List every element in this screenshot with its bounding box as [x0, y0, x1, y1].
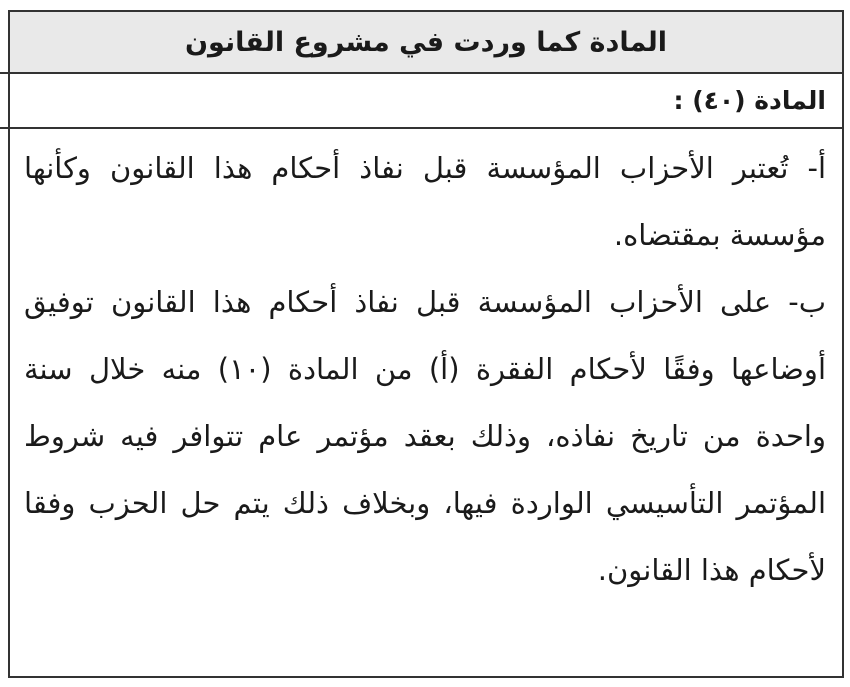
- article-number-label: المادة (٤٠) :: [673, 86, 826, 115]
- table-header-row: [10, 12, 842, 74]
- table-edge-stub: [0, 127, 8, 129]
- article-body-cell: [10, 129, 842, 604]
- article-number-row: [10, 74, 842, 129]
- paragraph-a: أ- تُعتبر الأحزاب المؤسسة قبل نفاذ أحكام هذا القانون وكأنها مؤسسة بمقتضاه.: [24, 151, 826, 252]
- table-edge-stub: [0, 72, 8, 74]
- paragraph-b: ب- على الأحزاب المؤسسة قبل نفاذ أحكام هذا القانون توفيق أوضاعها وفقًا لأحكام الفقرة (أ) من المادة (١٠) منه خلال سنة واحدة من تاريخ نفاذه، وذلك بعقد مؤتمر عام تتوافر فيه شروط المؤتمر التأسيسي الواردة فيها، وبخلاف ذلك يتم حل الحزب وفقا لأحكام هذا القانون.: [24, 285, 826, 587]
- table-header-title: المادة كما وردت في مشروع القانون: [185, 26, 667, 58]
- article-table: [8, 10, 844, 678]
